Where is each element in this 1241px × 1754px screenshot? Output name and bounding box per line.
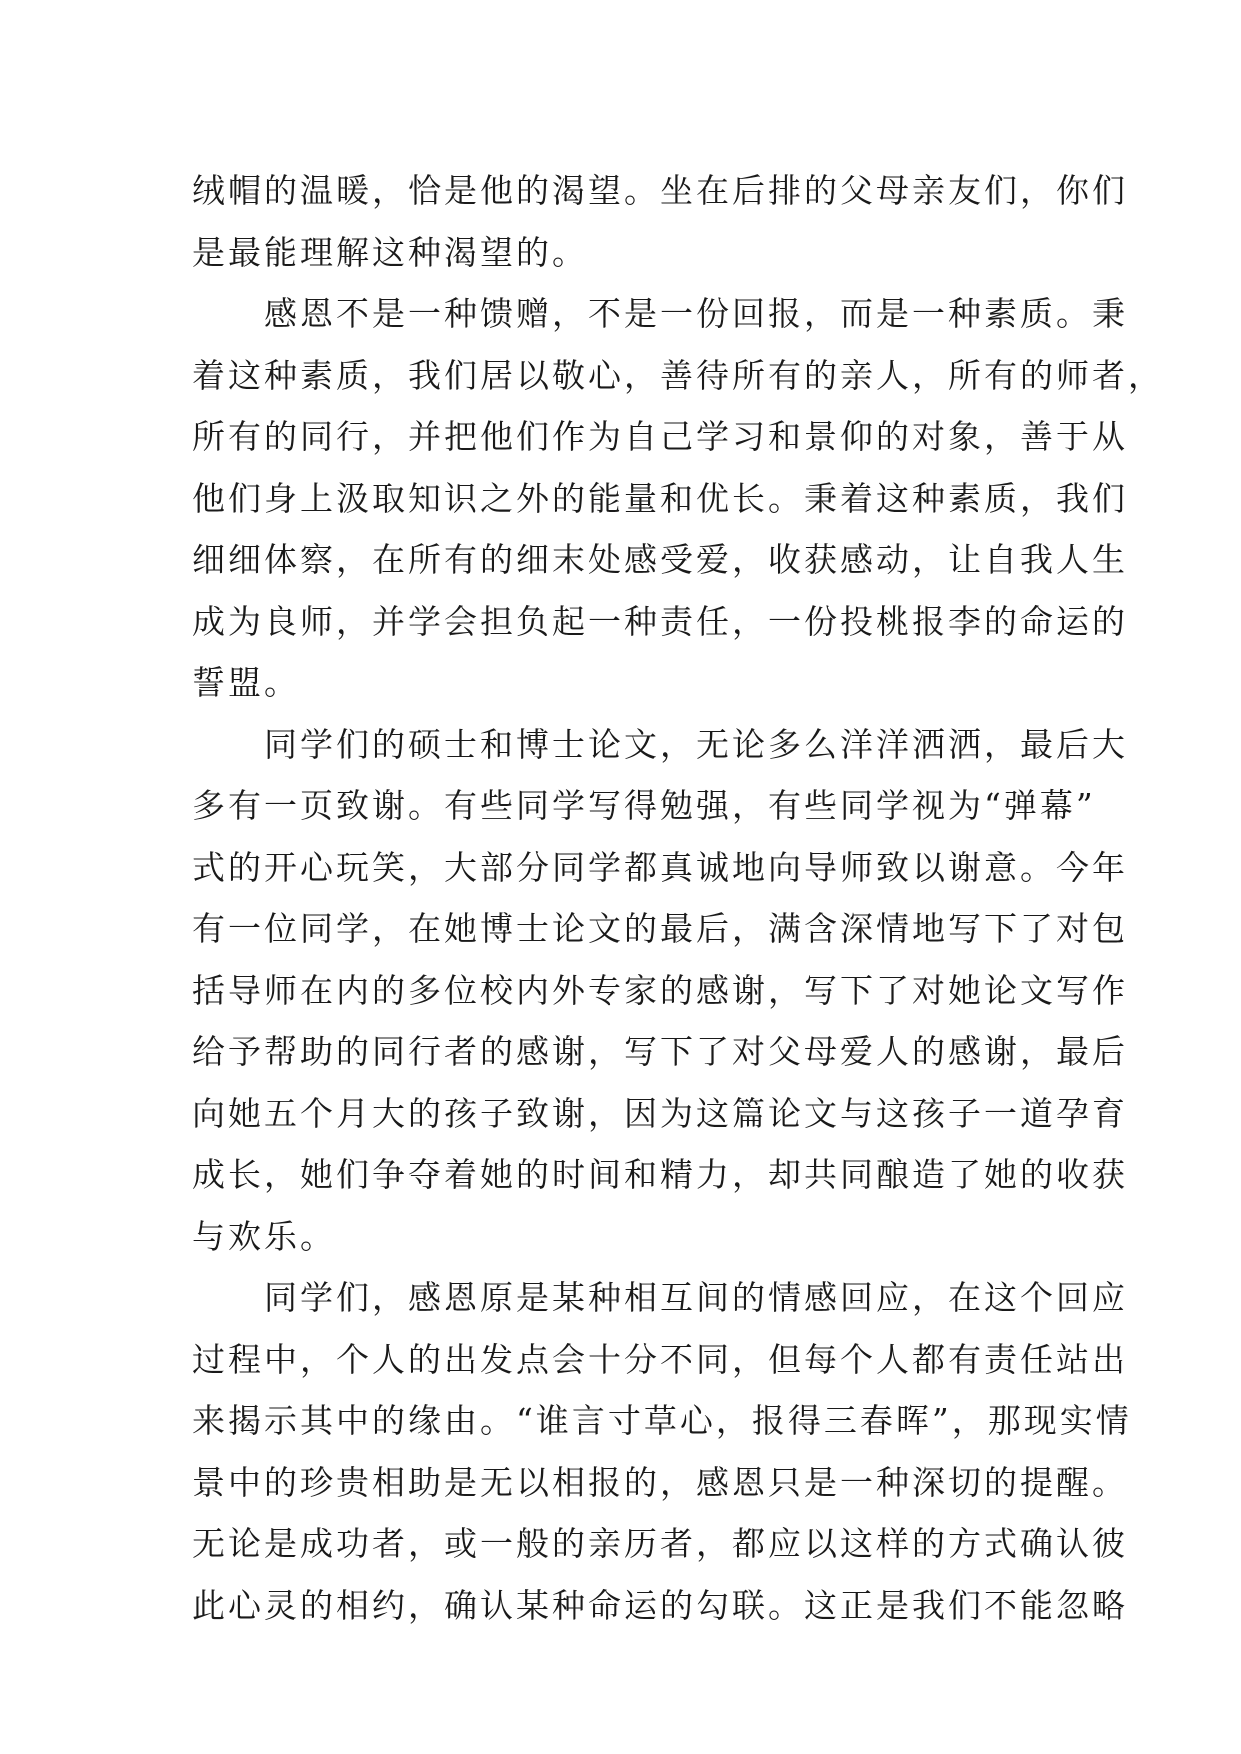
text-line: 有一位同学，在她博士论文的最后，满含深情地写下了对包 — [192, 909, 1128, 948]
text-line: 他们身上汲取知识之外的能量和优长。秉着这种素质，我们 — [192, 478, 1128, 518]
text-line: 绒帽的温暖，恰是他的渴望。坐在后排的父母亲友们，你们 — [192, 171, 1128, 210]
text-line: 细细体察，在所有的细末处感受爱，收获感动，让自我人生 — [192, 540, 1128, 579]
text-line: 过程中，个人的出发点会十分不同，但每个人都有责任站出 — [192, 1339, 1128, 1379]
text-line: 景中的珍贵相助是无以相报的，感恩只是一种深切的提醒。 — [192, 1462, 1128, 1502]
text-line: 无论是成功者，或一般的亲历者，都应以这样的方式确认彼 — [192, 1524, 1128, 1563]
text-line: 多有一页致谢。有些同学写得勉强，有些同学视为“弹幕” — [192, 786, 1096, 825]
text-line: 给予帮助的同行者的感谢，写下了对父母爱人的感谢，最后 — [192, 1032, 1128, 1071]
text-line: 括导师在内的多位校内外专家的感谢，写下了对她论文写作 — [192, 970, 1128, 1010]
text-line: 成长，她们争夺着她的时间和精力，却共同酿造了她的收获 — [192, 1155, 1128, 1194]
text-line: 与欢乐。 — [192, 1216, 336, 1256]
text-line: 成为良师，并学会担负起一种责任，一份投桃报李的命运的 — [192, 601, 1128, 641]
paragraph — [192, 714, 1128, 1268]
text-line: 同学们的硕士和博士论文，无论多么洋洋洒洒，最后大 — [264, 724, 1128, 764]
paragraph — [192, 283, 1164, 714]
text-line: 所有的同行，并把他们作为自己学习和景仰的对象，善于从 — [192, 417, 1128, 456]
text-line: 同学们，感恩原是某种相互间的情感回应，在这个回应 — [264, 1278, 1128, 1317]
document-body — [192, 160, 1164, 1636]
text-line: 着这种素质，我们居以敬心，善待所有的亲人，所有的师者， — [192, 355, 1164, 395]
text-line: 此心灵的相约，确认某种命运的勾联。这正是我们不能忽略 — [192, 1585, 1128, 1625]
text-line: 誓盟。 — [192, 663, 300, 702]
text-line: 是最能理解这种渴望的。 — [192, 232, 588, 272]
text-line: 来揭示其中的缘由。“谁言寸草心，报得三春晖”，那现实情 — [192, 1401, 1132, 1440]
text-line: 式的开心玩笑，大部分同学都真诚地向导师致以谢意。今年 — [192, 847, 1128, 887]
paragraph — [192, 1267, 1132, 1636]
paragraph — [192, 160, 1128, 283]
text-line: 向她五个月大的孩子致谢，因为这篇论文与这孩子一道孕育 — [192, 1093, 1128, 1133]
text-line: 感恩不是一种馈赠，不是一份回报，而是一种素质。秉 — [264, 294, 1128, 333]
